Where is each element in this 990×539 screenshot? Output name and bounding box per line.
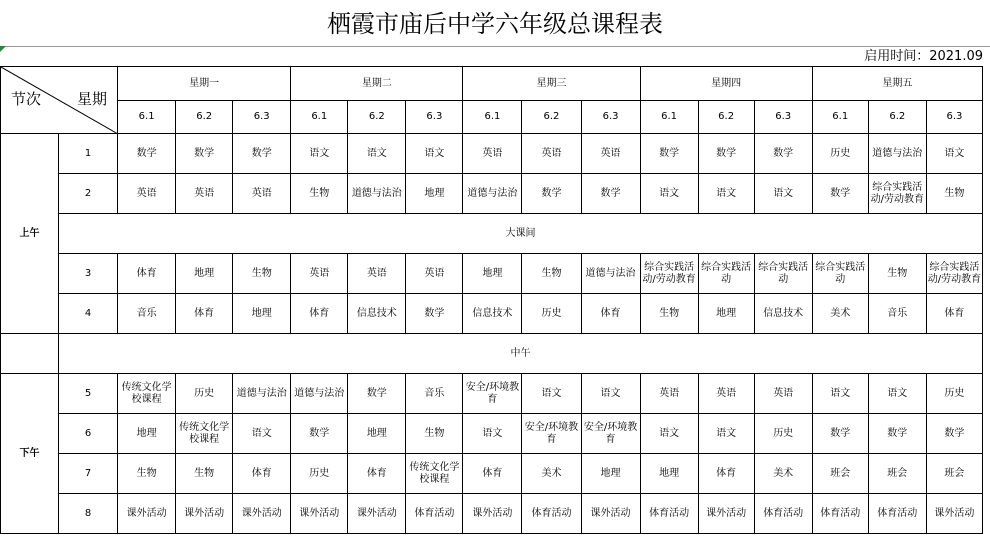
course-cell: 生物 (233, 254, 291, 294)
course-cell: 生物 (522, 254, 581, 294)
course-cell: 体育 (291, 294, 348, 334)
course-cell: 课外活动 (348, 494, 406, 534)
course-cell: 数学 (698, 134, 754, 174)
course-cell: 地理 (698, 294, 754, 334)
class-header: 6.1 (812, 101, 868, 134)
course-cell: 语文 (233, 414, 291, 454)
course-cell: 语文 (698, 414, 754, 454)
course-cell: 英语 (348, 254, 406, 294)
course-cell: 课外活动 (118, 494, 176, 534)
course-cell: 综合实践活动/劳动教育 (868, 174, 926, 214)
course-cell: 英语 (698, 374, 754, 414)
course-cell: 道德与法治 (291, 374, 348, 414)
course-cell: 综合实践活动 (698, 254, 754, 294)
course-cell: 生物 (176, 454, 233, 494)
course-cell: 地理 (233, 294, 291, 334)
course-cell: 生物 (640, 294, 698, 334)
noon-session-blank (1, 334, 59, 374)
course-cell: 课外活动 (926, 494, 982, 534)
course-cell: 信息技术 (754, 294, 812, 334)
course-cell: 地理 (640, 454, 698, 494)
period-number: 4 (59, 294, 118, 334)
period-number: 2 (59, 174, 118, 214)
course-cell: 英语 (233, 174, 291, 214)
course-cell: 安全/环境教育 (463, 374, 522, 414)
day-header: 星期二 (291, 67, 463, 101)
class-header: 6.2 (868, 101, 926, 134)
course-cell: 语文 (812, 374, 868, 414)
course-cell: 语文 (348, 134, 406, 174)
course-cell: 数学 (868, 414, 926, 454)
period-number: 3 (59, 254, 118, 294)
period-number: 8 (59, 494, 118, 534)
course-cell: 语文 (291, 134, 348, 174)
course-cell: 数学 (291, 414, 348, 454)
course-cell: 语文 (640, 174, 698, 214)
class-header: 6.3 (754, 101, 812, 134)
course-cell: 数学 (118, 134, 176, 174)
course-cell: 体育 (463, 454, 522, 494)
course-cell: 英语 (406, 254, 463, 294)
class-header: 6.2 (698, 101, 754, 134)
course-cell: 历史 (291, 454, 348, 494)
course-cell: 安全/环境教育 (522, 414, 581, 454)
course-cell: 数学 (812, 174, 868, 214)
course-cell: 生物 (406, 414, 463, 454)
course-cell: 生物 (291, 174, 348, 214)
course-cell: 音乐 (868, 294, 926, 334)
course-cell: 体育活动 (754, 494, 812, 534)
course-cell: 语文 (754, 174, 812, 214)
course-cell: 数学 (233, 134, 291, 174)
course-cell: 体育 (698, 454, 754, 494)
course-cell: 信息技术 (348, 294, 406, 334)
break-row: 大课间 (59, 214, 983, 254)
course-cell: 英语 (754, 374, 812, 414)
course-cell: 美术 (812, 294, 868, 334)
course-cell: 英语 (463, 134, 522, 174)
course-cell: 班会 (812, 454, 868, 494)
class-header: 6.2 (522, 101, 581, 134)
page-title: 栖霞市庙后中学六年级总课程表 (0, 0, 990, 47)
course-cell: 数学 (348, 374, 406, 414)
course-cell: 历史 (176, 374, 233, 414)
course-cell: 美术 (754, 454, 812, 494)
course-cell: 语文 (868, 374, 926, 414)
period-number: 7 (59, 454, 118, 494)
course-cell: 数学 (754, 134, 812, 174)
course-cell: 数学 (176, 134, 233, 174)
period-number: 5 (59, 374, 118, 414)
course-cell: 综合实践活动/劳动教育 (640, 254, 698, 294)
course-cell: 课外活动 (698, 494, 754, 534)
course-cell: 生物 (926, 174, 982, 214)
course-cell: 道德与法治 (868, 134, 926, 174)
course-cell: 历史 (522, 294, 581, 334)
class-header: 6.1 (640, 101, 698, 134)
session-afternoon: 下午 (1, 374, 59, 534)
course-cell: 体育 (233, 454, 291, 494)
course-cell: 地理 (463, 254, 522, 294)
course-cell: 安全/环境教育 (581, 414, 640, 454)
course-cell: 地理 (176, 254, 233, 294)
class-header: 6.3 (233, 101, 291, 134)
course-cell: 信息技术 (463, 294, 522, 334)
course-cell: 语文 (406, 134, 463, 174)
course-cell: 英语 (522, 134, 581, 174)
course-cell: 数学 (522, 174, 581, 214)
enable-date: 启用时间：2021.09 (0, 47, 983, 67)
course-cell: 历史 (754, 414, 812, 454)
course-cell: 课外活动 (463, 494, 522, 534)
course-cell: 传统文化学校课程 (406, 454, 463, 494)
course-cell: 地理 (118, 414, 176, 454)
class-header: 6.1 (463, 101, 522, 134)
course-cell: 语文 (463, 414, 522, 454)
course-cell: 体育 (176, 294, 233, 334)
day-header: 星期一 (118, 67, 291, 101)
course-cell: 音乐 (406, 374, 463, 414)
course-cell: 语文 (640, 414, 698, 454)
course-cell: 道德与法治 (348, 174, 406, 214)
course-cell: 课外活动 (233, 494, 291, 534)
course-cell: 生物 (118, 454, 176, 494)
session-morning: 上午 (1, 134, 59, 334)
course-cell: 传统文化学校课程 (118, 374, 176, 414)
course-cell: 体育 (348, 454, 406, 494)
course-cell: 课外活动 (176, 494, 233, 534)
timetable (0, 66, 983, 534)
course-cell: 生物 (868, 254, 926, 294)
course-cell: 地理 (348, 414, 406, 454)
course-cell: 数学 (581, 174, 640, 214)
course-cell: 综合实践活动/劳动教育 (926, 254, 982, 294)
course-cell: 语文 (926, 134, 982, 174)
course-cell: 地理 (406, 174, 463, 214)
course-cell: 道德与法治 (233, 374, 291, 414)
period-number: 1 (59, 134, 118, 174)
class-header: 6.3 (926, 101, 982, 134)
course-cell: 道德与法治 (463, 174, 522, 214)
period-number: 6 (59, 414, 118, 454)
class-header: 6.2 (348, 101, 406, 134)
course-cell: 数学 (926, 414, 982, 454)
course-cell: 语文 (522, 374, 581, 414)
course-cell: 音乐 (118, 294, 176, 334)
course-cell: 美术 (522, 454, 581, 494)
header-corner (1, 67, 118, 134)
course-cell: 数学 (406, 294, 463, 334)
course-cell: 体育 (581, 294, 640, 334)
course-cell: 综合实践活动 (754, 254, 812, 294)
weekday-column-label: 星期 (77, 90, 108, 108)
period-column-label: 节次 (11, 90, 42, 108)
day-header: 星期五 (812, 67, 982, 101)
course-cell: 英语 (291, 254, 348, 294)
course-cell: 班会 (868, 454, 926, 494)
course-cell: 体育活动 (812, 494, 868, 534)
course-cell: 体育 (926, 294, 982, 334)
course-cell: 数学 (812, 414, 868, 454)
course-cell: 体育活动 (406, 494, 463, 534)
class-header: 6.1 (118, 101, 176, 134)
course-cell: 课外活动 (291, 494, 348, 534)
course-cell: 英语 (176, 174, 233, 214)
noon-row: 中午 (59, 334, 983, 374)
course-cell: 英语 (118, 174, 176, 214)
course-cell: 体育 (118, 254, 176, 294)
course-cell: 体育活动 (522, 494, 581, 534)
course-cell: 历史 (812, 134, 868, 174)
course-cell: 语文 (698, 174, 754, 214)
course-cell: 语文 (581, 374, 640, 414)
course-cell: 课外活动 (581, 494, 640, 534)
class-header: 6.3 (581, 101, 640, 134)
day-header: 星期三 (463, 67, 640, 101)
course-cell: 道德与法治 (581, 254, 640, 294)
course-cell: 数学 (640, 134, 698, 174)
course-cell: 班会 (926, 454, 982, 494)
course-cell: 体育活动 (868, 494, 926, 534)
course-cell: 体育活动 (640, 494, 698, 534)
class-header: 6.1 (291, 101, 348, 134)
course-cell: 历史 (926, 374, 982, 414)
course-cell: 英语 (581, 134, 640, 174)
class-header: 6.2 (176, 101, 233, 134)
class-header: 6.3 (406, 101, 463, 134)
course-cell: 传统文化学校课程 (176, 414, 233, 454)
day-header: 星期四 (640, 67, 812, 101)
course-cell: 英语 (640, 374, 698, 414)
course-cell: 综合实践活动 (812, 254, 868, 294)
course-cell: 地理 (581, 454, 640, 494)
